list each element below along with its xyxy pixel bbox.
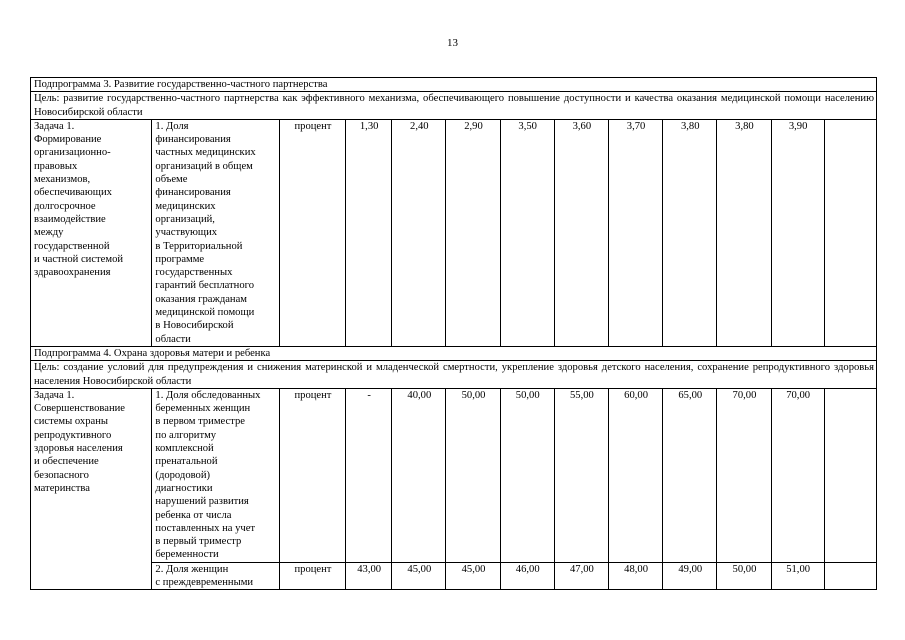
page-number: 13 [447,37,458,49]
subprogram-3-goal: Цель: развитие государственно-частного партнерства как эффективного механизма, обеспечивающего повышение доступности и качества оказания медицинской помощи населению Новосибирской области [31,92,877,120]
indicators-table [30,77,877,590]
value-cell: 3,50 [500,119,554,346]
value-cell: 3,80 [663,119,717,346]
value-cell: 70,00 [771,388,824,562]
task-cell: Задача 1. Совершенствование системы охраны репродуктивного здоровья населения и обеспечение безопасного материнства [31,388,152,589]
value-cell: 49,00 [663,562,717,590]
value-cell: 40,00 [392,388,446,562]
value-cell [824,119,876,346]
value-cell: 3,80 [717,119,771,346]
value-cell: 1,30 [346,119,392,346]
value-cell: 46,00 [500,562,554,590]
value-cell: 3,90 [771,119,824,346]
subprogram-3-title: Подпрограмма 3. Развитие государственно-частного партнерства [31,78,877,92]
value-cell: 51,00 [771,562,824,590]
task-cell: Задача 1. Формирование организационно- правовых механизмов, обеспечивающих долгосрочное взаимодействие между государственной и частной системой здравоохранения [31,119,152,346]
value-cell: 50,00 [500,388,554,562]
value-cell: 47,00 [554,562,608,590]
value-cell [824,562,876,590]
value-cell: 43,00 [346,562,392,590]
subprogram-3-title-row [31,78,877,92]
subprogram-4-title: Подпрограмма 4. Охрана здоровья матери и ребенка [31,346,877,360]
indicator-cell: 1. Доля финансирования частных медицинских организаций в общем объеме финансирования медицинских организаций, участвующих в Территориальной программе государственных гарантий бесплатного оказания гражданам медицинской помощи в Новосибирской области [152,119,279,346]
value-cell: 45,00 [392,562,446,590]
value-cell: 65,00 [663,388,717,562]
value-cell: 55,00 [554,388,608,562]
value-cell: 50,00 [446,388,500,562]
value-cell: 3,60 [554,119,608,346]
value-cell: 70,00 [717,388,771,562]
value-cell: 48,00 [608,562,662,590]
indicator-cell: 2. Доля женщин с преждевременными [152,562,279,590]
subprogram-4-goal: Цель: создание условий для предупреждения и снижения материнской и младенческой смертности, укрепление здоровья детского населения, сохранение репродуктивного здоровья населения Новосибирской области [31,361,877,389]
value-cell: 50,00 [717,562,771,590]
subprogram-4-title-row [31,346,877,360]
subprogram-4-task-1-row [31,388,877,562]
subprogram-4-goal-row [31,361,877,389]
value-cell: 2,40 [392,119,446,346]
subprogram-4-task-1-indicator-2-row [31,562,877,590]
subprogram-3-goal-row [31,92,877,120]
unit-cell: процент [279,562,345,590]
unit-cell: процент [279,388,345,562]
value-cell: - [346,388,392,562]
value-cell: 3,70 [608,119,662,346]
value-cell: 2,90 [446,119,500,346]
value-cell: 45,00 [446,562,500,590]
subprogram-3-task-1-row [31,119,877,346]
unit-cell: процент [279,119,345,346]
value-cell [824,388,876,562]
value-cell: 60,00 [608,388,662,562]
indicator-cell: 1. Доля обследованных беременных женщин в первом триместре по алгоритму комплексной пренатальной (дородовой) диагностики нарушений развития ребенка от числа поставленных на учет в первый триместр беременности [152,388,279,562]
